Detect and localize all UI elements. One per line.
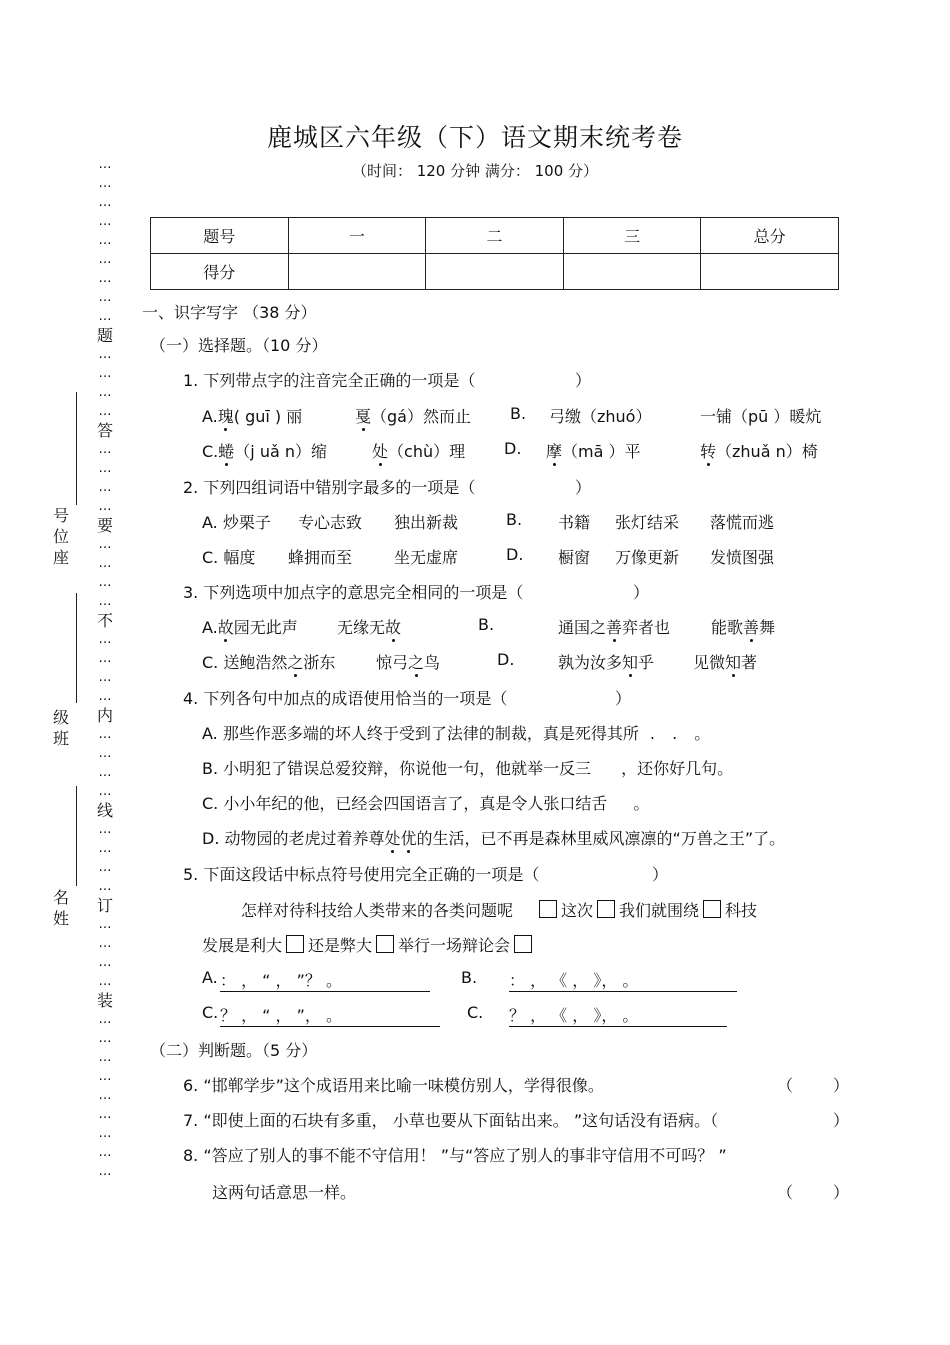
option-label: C. [467, 1003, 484, 1022]
margin-dots: … [98, 309, 112, 324]
margin-dots: … [98, 1050, 112, 1065]
dotted-char: 善 [606, 618, 623, 637]
margin-char: 题 [96, 326, 113, 345]
dotted-char: 戛 [355, 407, 372, 426]
margin-char: 装 [96, 991, 113, 1010]
margin-dots: … [98, 347, 112, 362]
option-line [202, 404, 302, 427]
margin-dots: … [98, 1145, 112, 1160]
margin-dots: … [98, 480, 112, 495]
margin-dots: … [98, 1031, 112, 1046]
passage-text: 还是弊大 [308, 936, 373, 955]
answer-paren-close: ） [575, 371, 592, 390]
margin-dots: … [98, 1164, 112, 1179]
margin-dots: … [98, 290, 112, 305]
table-header-cell: 一 [288, 218, 426, 254]
option-label: D. [506, 545, 524, 564]
passage-text: 发展是利大 [202, 936, 283, 955]
option-text: 落慌而逃 [710, 513, 775, 532]
dotted-char: 处 [372, 442, 389, 461]
margin-dots: … [98, 594, 112, 609]
option-label: C. [202, 1003, 219, 1022]
option-text: （chù）理 [388, 442, 466, 461]
margin-dots: … [98, 879, 112, 894]
option-text: D. 动物园的老虎过着养尊 [202, 829, 385, 848]
option-text: （j uǎ n）缩 [234, 442, 327, 461]
margin-dots: … [98, 385, 112, 400]
dotted-char: 摩 [546, 442, 563, 461]
option-label: A. [202, 618, 218, 637]
option-text: 孰为汝多 [558, 653, 623, 672]
option-line [202, 439, 327, 462]
margin-dots: … [98, 651, 112, 666]
answer-paren-close: ） [833, 1076, 850, 1095]
margin-dots: … [98, 974, 112, 989]
option-label: B. [506, 510, 523, 529]
answer-paren-close: ） [615, 689, 632, 708]
option-line [337, 615, 401, 638]
passage-text: 举行一场辩论会 [398, 936, 511, 955]
margin-char: 不 [96, 611, 113, 630]
passage-text: 我们就围绕 [619, 901, 700, 920]
option-line [711, 615, 775, 638]
option-text: 浙东 [303, 653, 336, 672]
exam-title: 鹿城区六年级（下）语文期末统考卷 [266, 123, 683, 152]
margin-dots: … [98, 366, 112, 381]
option-line [558, 615, 670, 638]
option-text [546, 439, 641, 462]
question-stem: 8. “答应了别人的事不能不守信用！ ”与“答应了别人的事非守信用不可吗？ ” [183, 1146, 727, 1165]
label-char: 座 [52, 548, 69, 567]
option-text [355, 404, 471, 427]
passage-line [202, 933, 536, 956]
option-line [202, 615, 298, 638]
score-row-label: 得分 [151, 254, 289, 290]
option-label: B. [510, 404, 527, 423]
option-line [693, 650, 757, 673]
margin-dots: … [98, 442, 112, 457]
margin-dots: … [98, 1088, 112, 1103]
section-title: 一、识字写字 （38 分） [142, 303, 317, 322]
question-stem: 3. 下列选项中加点字的意思完全相同的一项是（ [183, 583, 524, 602]
option-line [202, 650, 335, 673]
label-char: 姓 [52, 909, 69, 928]
option-text: 发愤图强 [710, 548, 775, 567]
table-header-cell: 题号 [151, 218, 289, 254]
binding-line [76, 786, 77, 886]
margin-dots: … [98, 1107, 112, 1122]
part-title: （一）选择题。（10 分） [150, 336, 328, 355]
margin-dots: … [98, 1012, 112, 1027]
option-text: 独出新裁 [394, 513, 459, 532]
margin-char: 订 [96, 896, 113, 915]
option-line: A. 那些作恶多端的坏人终于受到了法律的制裁，真是死得其所 . . 。 [202, 724, 711, 743]
answer-paren-close: ） [652, 865, 669, 884]
option-line [202, 756, 733, 779]
passage-text: 这次 [561, 901, 594, 920]
option-text: 的生活，已不再是森林里威风凛凛的“万兽之王”了。 [416, 829, 786, 848]
part-title: （二）判断题。（5 分） [150, 1041, 318, 1060]
option-text: 万像更新 [615, 548, 680, 567]
passage-line [241, 898, 757, 921]
option-line [558, 650, 654, 673]
question-stem: 5. 下面这段话中标点符号使用完全正确的一项是（ [183, 865, 540, 884]
question-stem: 4. 下列各句中加点的成语使用恰当的一项是（ [183, 689, 508, 708]
dotted-char: 蜷 [218, 442, 235, 461]
name-label [50, 887, 72, 929]
option-punctuation: ？ ， “ ， ”， 。 [220, 1003, 440, 1027]
margin-dots: … [98, 746, 112, 761]
option-text: 橱窗 [558, 548, 591, 567]
option-text: 无缘无 [337, 618, 386, 637]
seat-number-label [50, 505, 72, 568]
margin-dots: … [98, 271, 112, 286]
margin-dots: … [98, 822, 112, 837]
label-char: 班 [52, 729, 69, 748]
margin-dots: … [98, 556, 112, 571]
option-text [700, 439, 818, 462]
option-punctuation: ？ ， 《 ， 》， 。 [509, 1003, 727, 1027]
margin-dots: … [98, 955, 112, 970]
binding-line [76, 593, 77, 703]
dotted-char: 之 [408, 653, 425, 672]
margin-dots: … [98, 233, 112, 248]
margin-dots: … [98, 936, 112, 951]
score-cell[interactable] [426, 254, 564, 290]
option-label: D. [504, 439, 522, 458]
score-table [150, 217, 839, 290]
option-text: （mā ）平 [562, 442, 641, 461]
score-cell[interactable] [701, 254, 839, 290]
question-stem: 1. 下列带点字的注音完全正确的一项是（ [183, 371, 476, 390]
dotted-char: 知 [725, 653, 742, 672]
blank-box[interactable] [376, 935, 394, 953]
answer-paren-open: （ [777, 1076, 794, 1095]
margin-dots: … [98, 1126, 112, 1141]
margin-dots: … [98, 499, 112, 514]
margin-dots: … [98, 157, 112, 172]
option-text: 书籍 [558, 513, 591, 532]
margin-dots: … [98, 784, 112, 799]
margin-dots: … [98, 765, 112, 780]
dotted-char: 知 [622, 653, 639, 672]
option-text: 乎 [638, 653, 655, 672]
margin-dots: … [98, 670, 112, 685]
option-line [202, 791, 649, 814]
option-text: 惊弓 [376, 653, 409, 672]
class-label [50, 707, 72, 749]
margin-char: 答 [96, 421, 113, 440]
table-header-cell: 三 [563, 218, 701, 254]
label-char: 级 [52, 708, 69, 727]
option-line [376, 650, 440, 673]
option-text: 通国之 [558, 618, 607, 637]
label-char: 号 [52, 506, 69, 525]
option-text: 园无此声 [233, 618, 298, 637]
answer-paren-close: ） [633, 583, 650, 602]
option-punctuation: ： ， “ ， ”？ 。 [220, 968, 430, 992]
option-text: 。 [694, 724, 711, 743]
answer-paren-close: ） [833, 1183, 850, 1202]
answer-paren-close: ） [575, 478, 592, 497]
option-text: 鸟 [424, 653, 441, 672]
question-stem: 7. “即使上面的石块有多重， 小草也要从下面钻出来。 ”这句话没有语病。（ [183, 1111, 719, 1130]
option-text: 。 [633, 794, 650, 813]
margin-dots: … [98, 252, 112, 267]
margin-char: 要 [96, 516, 113, 535]
option-text: 坐无虚席 [394, 548, 459, 567]
blank-box[interactable] [514, 935, 532, 953]
score-cell[interactable] [563, 254, 701, 290]
option-text: （zhuǎ n）椅 [716, 442, 818, 461]
option-text: 弓缴（zhuó） [549, 407, 652, 426]
option-text: 一铺（pū ）暖炕 [700, 407, 822, 426]
option-label: D. [497, 650, 515, 669]
question-stem: 这两句话意思一样。 [212, 1183, 357, 1202]
dotted-char: 之 [287, 653, 304, 672]
option-text: 舞 [759, 618, 776, 637]
blank-box[interactable] [286, 935, 304, 953]
passage-text: 怎样对待科技给人类带来的各类问题呢 [241, 901, 514, 920]
margin-dots: … [98, 860, 112, 875]
margin-dots: … [98, 917, 112, 932]
margin-dots: … [98, 461, 112, 476]
margin-dots: … [98, 214, 112, 229]
margin-char: 线 [96, 801, 113, 820]
option-text: 专心志致 [298, 513, 363, 532]
option-text: 见微 [693, 653, 726, 672]
margin-dots: … [98, 1069, 112, 1084]
table-header-cell: 总分 [701, 218, 839, 254]
option-label: C. [202, 442, 219, 461]
dotted-char: 处 [384, 829, 401, 848]
blank-box[interactable] [597, 900, 615, 918]
option-text: A. 炒栗子 [202, 513, 271, 532]
binding-line [76, 392, 77, 505]
option-label: A. [202, 407, 218, 426]
answer-paren-open: （ [777, 1183, 794, 1202]
option-label: A. [202, 968, 218, 987]
margin-dots: … [98, 632, 112, 647]
margin-dots: … [98, 195, 112, 210]
dotted-char: 故 [385, 618, 402, 637]
dotted-char: 故 [217, 618, 234, 637]
option-text: ，还你好几句。 [621, 759, 734, 778]
margin-dots: … [98, 404, 112, 419]
question-stem: 2. 下列四组词语中错别字最多的一项是（ [183, 478, 476, 497]
option-text: 著 [741, 653, 758, 672]
margin-dots: … [98, 689, 112, 704]
option-text: 弈者也 [622, 618, 671, 637]
exam-subtitle: （时间： 120 分钟 满分： 100 分） [351, 162, 599, 180]
table-header-cell: 二 [426, 218, 564, 254]
blank-box[interactable] [539, 900, 557, 918]
answer-paren-close: ） [833, 1111, 850, 1130]
option-text [372, 439, 465, 462]
option-text: 蜂拥而至 [288, 548, 353, 567]
binding-margin-column [92, 155, 118, 1181]
option-punctuation: ： ， 《 ， 》， 。 [509, 968, 737, 992]
option-text: ( guī ) 丽 [233, 407, 303, 426]
option-text: 能歌 [711, 618, 744, 637]
option-text: C. 幅度 [202, 548, 256, 567]
dotted-char: 转 [700, 442, 717, 461]
question-stem: 6. “邯郸学步”这个成语用来比喻一味模仿别人，学得很像。 [183, 1076, 604, 1095]
margin-char: 内 [96, 706, 113, 725]
dotted-char: 瑰 [217, 407, 234, 426]
margin-dots: … [98, 575, 112, 590]
option-text: C. 小小年纪的他，已经会四国语言了，真是令人张口结舌 [202, 794, 608, 813]
blank-box[interactable] [703, 900, 721, 918]
option-text: （gá）然而止 [371, 407, 471, 426]
margin-dots: … [98, 727, 112, 742]
label-char: 名 [52, 888, 69, 907]
passage-text: 科技 [725, 901, 758, 920]
option-text: A. 那些作恶多端的坏人终于受到了法律的制裁，真是死得其所 [202, 724, 639, 743]
option-label: B. [461, 968, 478, 987]
option-text: C. 送鲍浩然 [202, 653, 288, 672]
score-table-score-row [151, 254, 839, 290]
label-char: 位 [52, 527, 69, 546]
margin-dots: … [98, 176, 112, 191]
option-text: 张灯结采 [615, 513, 680, 532]
dotted-char: 善 [743, 618, 760, 637]
option-text: B. 小明犯了错误总爱狡辩，你说他一句，他就举一反三 [202, 759, 592, 778]
score-cell[interactable] [288, 254, 426, 290]
option-label: B. [478, 615, 495, 634]
option-line [202, 826, 785, 849]
dotted-char: 优 [400, 829, 417, 848]
margin-dots: … [98, 537, 112, 552]
score-table-header-row [151, 218, 839, 254]
margin-dots: … [98, 841, 112, 856]
